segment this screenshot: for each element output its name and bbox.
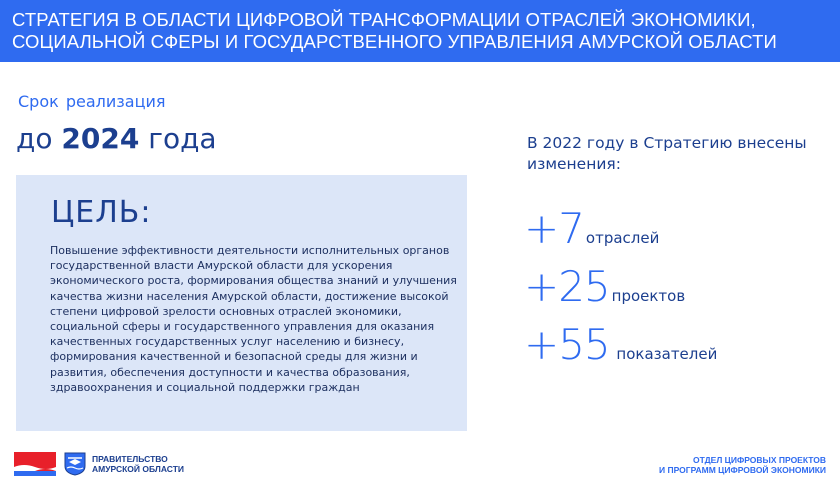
goal-line: государственной власти Амурской области для ускорения (50, 259, 393, 273)
changes-title (527, 133, 807, 175)
amur-flag-icon (14, 452, 56, 476)
goal-title: ЦЕЛЬ: (51, 195, 152, 230)
goal-line: экономического роста, формирования общества знаний и улучшения (50, 274, 457, 288)
coat-of-arms-icon (64, 452, 86, 476)
changes-title-line-2: изменения: (527, 155, 621, 173)
stat-industries (524, 204, 659, 253)
department-name (659, 455, 826, 475)
term-year: 2024 (61, 122, 140, 155)
department-name-line-2: И ПРОГРАММ ЦИФРОВОЙ ЭКОНОМИКИ (659, 465, 826, 475)
header-title-line-2: СОЦИАЛЬНОЙ СФЕРЫ И ГОСУДАРСТВЕННОГО УПРАВЛЕНИЯ АМУРСКОЙ ОБЛАСТИ (12, 31, 777, 52)
goal-line: Повышение эффективности деятельности исполнительных органов (50, 244, 450, 257)
stat-label: проектов (611, 287, 686, 305)
page-header (0, 0, 840, 62)
stat-number: +55 (524, 320, 610, 369)
term-value (16, 122, 217, 155)
goal-line: социальной сферы и государственного управления для оказания (50, 320, 435, 334)
term-label: Срок реализация (18, 92, 166, 111)
goal-line: степени цифровой зрелости основных отраслей экономики, (50, 304, 402, 318)
goal-line: качественных государственных услуг населению и бизнесу, (50, 335, 405, 349)
stat-number: +25 (524, 262, 610, 311)
government-name (92, 454, 184, 474)
goal-box (16, 175, 467, 431)
goal-line: формирования качественной и безопасной среды для жизни и (50, 350, 418, 364)
changes-title-line-1: В 2022 году в Стратегию внесены (527, 134, 807, 152)
term-suffix: года (139, 122, 217, 155)
goal-line: здравоохранения и социальной поддержки граждан (50, 380, 360, 394)
stat-projects (524, 262, 685, 311)
term-prefix: до (16, 122, 62, 155)
department-name-line-1: ОТДЕЛ ЦИФРОВЫХ ПРОЕКТОВ (693, 455, 826, 465)
goal-line: развития, обеспечения доступности и качества образования, (50, 365, 410, 379)
stat-label: показателей (611, 345, 718, 363)
header-title-line-1: СТРАТЕГИЯ В ОБЛАСТИ ЦИФРОВОЙ ТРАНСФОРМАЦИИ ОТРАСЛЕЙ ЭКОНОМИКИ, (12, 9, 756, 30)
government-name-line-1: ПРАВИТЕЛЬСТВО (92, 454, 168, 464)
stat-number: +7 (524, 204, 584, 253)
government-name-line-2: АМУРСКОЙ ОБЛАСТИ (92, 464, 185, 474)
goal-line: качества жизни населения Амурской области, достижение высокой (50, 289, 449, 303)
stat-indicators (524, 320, 717, 369)
stat-label: отраслей (585, 229, 660, 247)
goal-text (50, 243, 457, 395)
